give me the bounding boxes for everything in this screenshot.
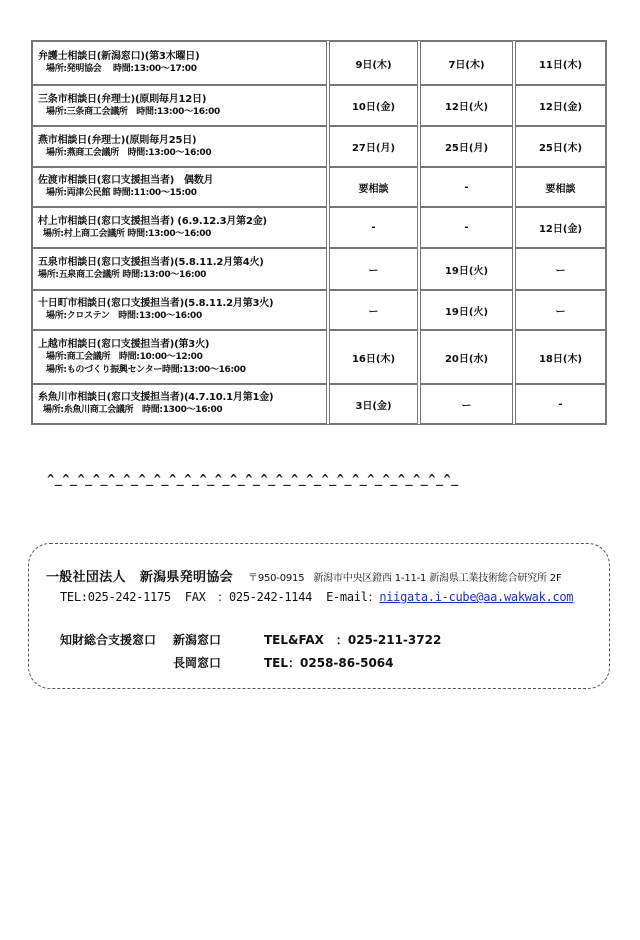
row-title: 糸魚川市相談日(窓口支援担当者)(4.7.10.1月第1金) <box>38 392 274 403</box>
row-description <box>32 330 327 384</box>
row-detail: 場所:燕商工会議所 時間:13:00～16:00 <box>46 147 212 158</box>
table-row <box>32 85 606 126</box>
address <box>248 573 561 584</box>
table-row <box>32 290 606 330</box>
date-cell: 12日(金) <box>515 85 606 126</box>
date-cell: 25日(月) <box>420 126 513 167</box>
row-title: 村上市相談日(窓口支援担当者) (6.9.12.3月第2金) <box>38 215 267 227</box>
date-cell: 10日(金) <box>329 85 418 126</box>
row-title: 燕市相談日(弁理士)(原則毎月25日) <box>38 134 197 146</box>
row-detail: 場所:クロステン 時間:13:00～16:00 <box>46 311 202 321</box>
tel-number: TEL:025-242-1175 <box>60 590 171 604</box>
niigata-window-contact: TEL&FAX ：025-211-3722 <box>264 633 442 647</box>
date-cell: 11日(木) <box>515 41 606 85</box>
row-title: 弁護士相談日(新潟窓口)(第3木曜日) <box>38 51 200 62</box>
table-row <box>32 41 606 85</box>
consultation-schedule-table <box>31 40 607 425</box>
row-description <box>32 290 327 330</box>
date-cell: - <box>420 207 513 248</box>
org-type: 一般社団法人 <box>46 570 126 585</box>
date-cell: 3日(金) <box>329 384 418 424</box>
table-row <box>32 384 606 424</box>
table-row <box>32 248 606 290</box>
row-detail: 場所:糸魚川商工会議所 時間:1300～16:00 <box>43 405 223 415</box>
date-cell: - <box>420 167 513 207</box>
date-cell: 要相談 <box>329 167 418 207</box>
date-cell: ー <box>515 248 606 290</box>
date-cell: 20日(水) <box>420 330 513 384</box>
nagaoka-window-contact: TEL：0258-86-5064 <box>264 656 394 670</box>
niigata-window-line <box>60 631 441 648</box>
table-row <box>32 207 606 248</box>
date-cell: 18日(木) <box>515 330 606 384</box>
date-cell: 要相談 <box>515 167 606 207</box>
row-detail: 場所:商工会議所 時間:10:00～12:00 <box>46 351 203 362</box>
date-cell: ー <box>420 384 513 424</box>
row-description <box>32 167 327 207</box>
date-cell: 25日(木) <box>515 126 606 167</box>
street-address: 新潟市中央区鐙西 1-11-1 新潟県工業技術総合研究所 2F <box>313 573 562 584</box>
date-cell: ー <box>329 248 418 290</box>
date-cell: - <box>329 207 418 248</box>
row-detail: 場所:村上商工会議所 時間:13:00～16:00 <box>43 228 212 239</box>
date-cell: ー <box>515 290 606 330</box>
row-detail: 場所:ものづくり振興センター時間:13:00～16:00 <box>46 364 246 375</box>
date-cell: 19日(火) <box>420 290 513 330</box>
table-row <box>32 126 606 167</box>
row-title: 上越市相談日(窓口支援担当者)(第3火) <box>38 338 210 350</box>
table-row <box>32 167 606 207</box>
row-title: 佐渡市相談日(窓口支援担当者) 偶数月 <box>38 175 214 186</box>
row-description <box>32 384 327 424</box>
row-description <box>32 126 327 167</box>
row-detail: 場所:三条商工会議所 時間:13:00～16:00 <box>46 106 220 117</box>
row-description <box>32 248 327 290</box>
organization-line <box>46 566 562 585</box>
row-title: 三条市相談日(弁理士)(原則毎月12日) <box>38 93 207 105</box>
fax-number: FAX ：025-242-1144 <box>184 590 313 604</box>
date-cell: 7日(木) <box>420 41 513 85</box>
contact-info-box <box>28 543 610 689</box>
email-label: E-mail： <box>326 590 380 604</box>
date-cell: 16日(木) <box>329 330 418 384</box>
row-description <box>32 207 327 248</box>
date-cell: 9日(木) <box>329 41 418 85</box>
contact-line <box>60 588 573 605</box>
email-link[interactable]: niigata.i-cube@aa.wakwak.com <box>379 590 574 604</box>
date-cell: 19日(火) <box>420 248 513 290</box>
row-description <box>32 85 327 126</box>
row-description <box>32 41 327 85</box>
date-cell: ー <box>329 290 418 330</box>
date-cell: 27日(月) <box>329 126 418 167</box>
org-name: 新潟県発明協会 <box>139 570 233 585</box>
date-cell: 12日(火) <box>420 85 513 126</box>
row-title: 十日町市相談日(窓口支援担当者)(5.8.11.2月第3火) <box>38 298 274 309</box>
row-detail: 場所:発明協会 時間:13:00～17:00 <box>46 64 197 74</box>
support-window-label: 知財総合支援窓口 <box>60 633 157 647</box>
nagaoka-window-line <box>60 654 394 671</box>
niigata-window-label: 新潟窓口 <box>173 633 222 647</box>
table-row <box>32 330 606 384</box>
date-cell: - <box>515 384 606 424</box>
row-detail: 場所:両津公民館 時間:11:00～15:00 <box>46 188 197 198</box>
decorative-separator: ^_^_^_^_^_^_^_^_^_^_^_^_^_^_^_^_^_^_^_^_^_^_^_^_^_^_^_ <box>47 472 459 486</box>
postal-code: 〒950-0915 <box>248 573 305 584</box>
row-detail: 場所:五泉商工会議所 時間:13:00～16:00 <box>38 270 207 280</box>
nagaoka-window-label: 長岡窓口 <box>173 656 222 670</box>
date-cell: 12日(金) <box>515 207 606 248</box>
row-title: 五泉市相談日(窓口支援担当者)(5.8.11.2月第4火) <box>38 257 264 268</box>
